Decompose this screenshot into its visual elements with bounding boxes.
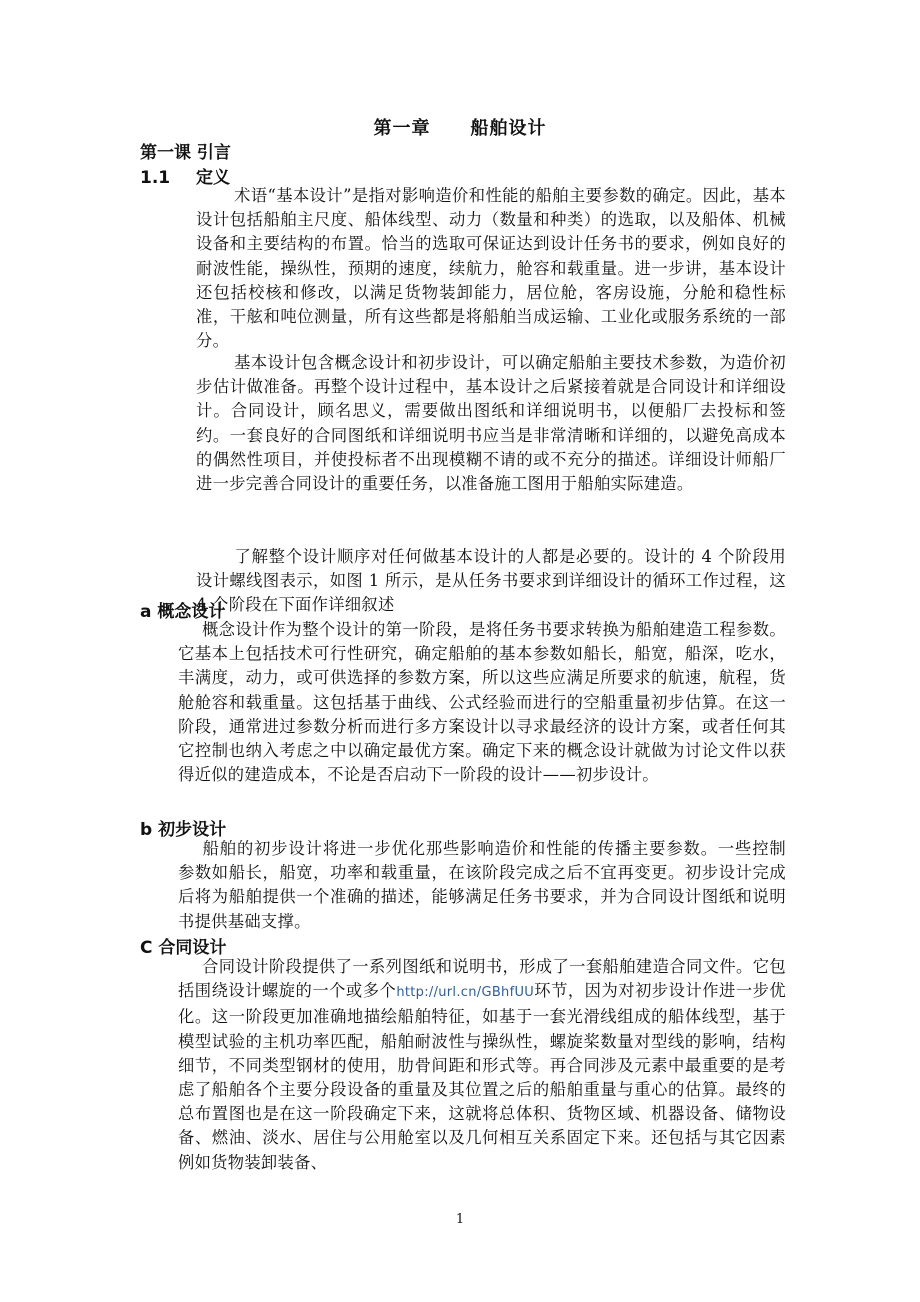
paragraph bbox=[196, 184, 786, 353]
paragraph-text: 环节，因为对初步设计作进一步优化。这一阶段更加准确地描绘船舶特征，如基于一套光滑线组成的船体线型，基于模型试验的主机功率匹配，船舶耐波性与操纵性，螺旋桨数量对型线的影响，结构细节，不同类型钢材的使用，肋骨间距和形式等。再合同涉及元素中最重要的是考虑了船舶各个主要分段设备的重量及其位置之后的船舶重量与重心的估算。最终的总布置图也是在这一阶段确定下来，这就将总体积、货物区域、机器设备、储物设备、燃油、淡水、居住与公用舱室以及几何相互关系固定下来。还包括与其它因素例如货物装卸装备、 bbox=[178, 981, 786, 1172]
subsection-heading-concept: a 概念设计 bbox=[140, 602, 226, 622]
inline-link[interactable]: http://url.cn/GBhfUU bbox=[396, 985, 535, 1001]
paragraph bbox=[178, 618, 786, 787]
paragraph bbox=[196, 351, 786, 496]
subsection-heading-preliminary: b 初步设计 bbox=[140, 820, 227, 840]
chapter-name: 船舶设计 bbox=[470, 118, 547, 139]
section-number: 1.1 bbox=[140, 168, 171, 188]
paragraph-text: 了解整个设计顺序对任何做基本设计的人都是必要的。设计的 4 个阶段用设计螺线图表示，如图 1 所示，是从任务书要求到详细设计的循环工作过程，这 4 个阶段在下面作详细叙述 bbox=[196, 547, 786, 615]
chapter-title bbox=[0, 114, 920, 140]
paragraph-text: 合同设计阶段提供了一系列图纸和说明书，形成了一套船舶建造合同文件。它包括围绕设计螺旋的一个或多个 bbox=[178, 957, 786, 1001]
chapter-number: 第一章 bbox=[373, 118, 431, 139]
paragraph-text: 概念设计作为整个设计的第一阶段，是将任务书要求转换为船舶建造工程参数。它基本上包括技术可行性研究，确定船舶的基本参数如船长，船宽，船深，吃水，丰满度，动力，或可供选择的参数方案，所以这些应满足所要求的航速，航程，货舱舱容和载重量。这包括基于曲线、公式经验而进行的空船重量初步估算。在这一阶段，通常进过参数分析而进行多方案设计以寻求最经济的设计方案，或者任何其它控制也纳入考虑之中以确定最优方案。确定下来的概念设计就做为讨论文件以获得近似的建造成本，不论是否启动下一阶段的设计——初步设计。 bbox=[178, 620, 786, 785]
paragraph bbox=[178, 955, 786, 1175]
paragraph bbox=[178, 837, 786, 934]
paragraph-text: 基本设计包含概念设计和初步设计，可以确定船舶主要技术参数，为造价初步估计做准备。再整个设计过程中，基本设计之后紧接着就是合同设计和详细设计。合同设计，顾名思义，需要做出图纸和详细说明书，以便船厂去投标和签约。一套良好的合同图纸和详细说明书应当是非常清晰和详细的，以避免高成本的偶然性项目，并使投标者不出现模糊不请的或不充分的描述。详细设计师船厂进一步完善合同设计的重要任务，以准备施工图用于船舶实际建造。 bbox=[196, 353, 786, 494]
paragraph-text: 术语“基本设计”是指对影响造价和性能的船舶主要参数的确定。因此，基本设计包括船舶主尺度、船体线型、动力（数量和种类）的选取，以及船体、机械设备和主要结构的布置。恰当的选取可保证达到设计任务书的要求，例如良好的耐波性能，操纵性，预期的速度，续航力，舱容和载重量。进一步讲，基本设计还包括校核和修改，以满足货物装卸能力，居位舱，客房设施，分舱和稳性标准，干舷和吨位测量，所有这些都是将船舶当成运输、工业化或服务系统的一部分。 bbox=[196, 186, 786, 351]
section-title: 定义 bbox=[196, 168, 230, 188]
paragraph-text: 船舶的初步设计将进一步优化那些影响造价和性能的传播主要参数。一些控制 参数如船长，船宽，功率和载重量，在该阶段完成之后不宜再变更。初步设计完成后将为船舶提供一个准确的描述，能够满足任务书要求，并为合同设计图纸和说明书提供基础支撑。 bbox=[178, 839, 786, 931]
subsection-heading-contract: C 合同设计 bbox=[140, 938, 227, 958]
page-number: 1 bbox=[455, 1212, 465, 1227]
lesson-heading: 第一课 引言 bbox=[140, 143, 231, 163]
paragraph bbox=[196, 545, 786, 618]
